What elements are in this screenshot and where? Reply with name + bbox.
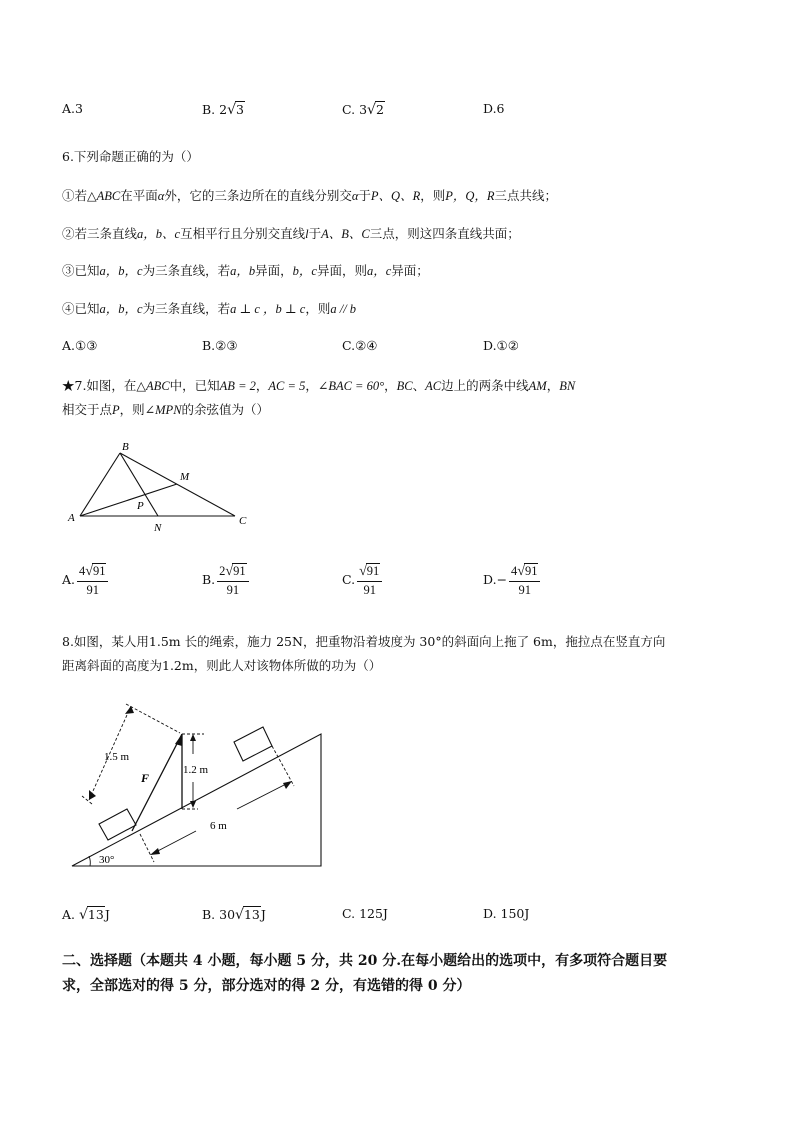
- q7-median-am: [80, 484, 177, 516]
- q8-line-1: 8.如图，某人用1.5m 长的绳索，施力 25N，把重物沿着坡度为 30°的斜面向上拖了 6m，拖拉点在竖直方向: [62, 634, 666, 649]
- q6-stem: 6.下列命题正确的为（）: [62, 149, 199, 164]
- q6-option-c: C.②④: [342, 338, 378, 353]
- q7-option-b: B. $\frac{2√91}{91}$: [202, 563, 251, 598]
- q7-line-1: ★7.如图，在△ABC中，已知AB = 2，AC = 5，∠BAC = 60°，BC、AC边上的两条中线AM，BN: [62, 378, 576, 393]
- q7-option-d: D.− $\frac{4√91}{91}$: [483, 563, 542, 598]
- q6-statement-4: ④已知a，b，c为三条直线，若a ⊥ c ，b ⊥ c，则a // b: [62, 301, 357, 316]
- q8-force-arrow: [175, 734, 182, 746]
- q7-option-a: A. $\frac{4√91}{91}$: [62, 563, 110, 598]
- q8-rope-dim-tick-high: [126, 704, 180, 733]
- q6-statement-2: ②若三条直线a，b、c互相平行且分别交直线l于A、B、C三点，则这四条直线共面；: [62, 226, 520, 241]
- q7-line-2: 相交于点P，则∠MPN的余弦值为（）: [62, 402, 270, 417]
- q8-dist-tick-start: [140, 834, 154, 862]
- q5-option-b: B. 2√3: [202, 102, 244, 118]
- q6-option-a: A.①③: [62, 338, 98, 353]
- q8-label-distance: 6 m: [210, 820, 227, 832]
- q8-height-arrow-up: [190, 734, 196, 741]
- q7-label-n: N: [154, 522, 162, 534]
- q8-dist-arrow-low: [150, 848, 160, 855]
- q7-label-p: P: [137, 500, 144, 512]
- q5-option-d: D.6: [483, 101, 505, 116]
- q8-label-angle: 30°: [99, 854, 115, 866]
- q8-option-c: C. 125J: [342, 906, 388, 921]
- q7-side-ab: [80, 453, 120, 516]
- q8-label-rope: 1.5 m: [104, 751, 130, 763]
- q7-label-b: B: [122, 441, 129, 453]
- q7-label-a: A: [68, 512, 75, 524]
- section-2-line-2: 求，全部选对的得 5 分，部分选对的得 2 分，有选错的得 0 分）: [62, 978, 471, 994]
- q8-label-force: F: [141, 771, 150, 785]
- q8-line-2: 距离斜面的高度为1.2m，则此人对该物体所做的功为（）: [62, 658, 382, 673]
- q8-dist-arrow-high: [283, 781, 292, 789]
- q6-option-b: B.②③: [202, 338, 238, 353]
- q6-statement-1: ①若△ABC在平面α外，它的三条边所在的直线分别交α于P、Q、R，则P，Q，R三点共线；: [62, 188, 558, 203]
- q7-triangle-figure: [60, 436, 260, 536]
- q8-box-upper: [234, 727, 272, 761]
- q6-statement-3: ③已知a，b，c为三条直线，若a，b异面，b，c异面，则a，c异面；: [62, 263, 429, 278]
- q8-angle-arc: [89, 856, 90, 866]
- q8-height-arrow-down: [190, 801, 196, 808]
- q7-label-m: M: [180, 471, 190, 483]
- section-2-line-1: 二、选择题（本题共 4 小题，每小题 5 分，共 20 分.在每小题给出的选项中，有多项符合题目要: [62, 953, 668, 969]
- q8-option-b: B. 30√13J: [202, 907, 266, 923]
- q8-label-height: 1.2 m: [183, 764, 209, 776]
- q8-force-rope: [132, 734, 182, 831]
- q8-option-a: A. √13J: [62, 907, 110, 923]
- q5-option-a: A.3: [62, 101, 83, 116]
- q6-option-d: D.①②: [483, 338, 519, 353]
- q7-option-c: C. $\frac{√91}{91}$: [342, 563, 384, 598]
- q7-label-c: C: [239, 515, 247, 527]
- q8-rope-arrow-down: [89, 790, 96, 800]
- q5-option-c: C. 3√2: [342, 102, 384, 118]
- q8-incline-figure: [62, 696, 332, 876]
- q8-option-d: D. 150J: [483, 906, 530, 921]
- q8-dist-line-high: [237, 782, 290, 809]
- q8-dist-tick-end: [272, 746, 294, 786]
